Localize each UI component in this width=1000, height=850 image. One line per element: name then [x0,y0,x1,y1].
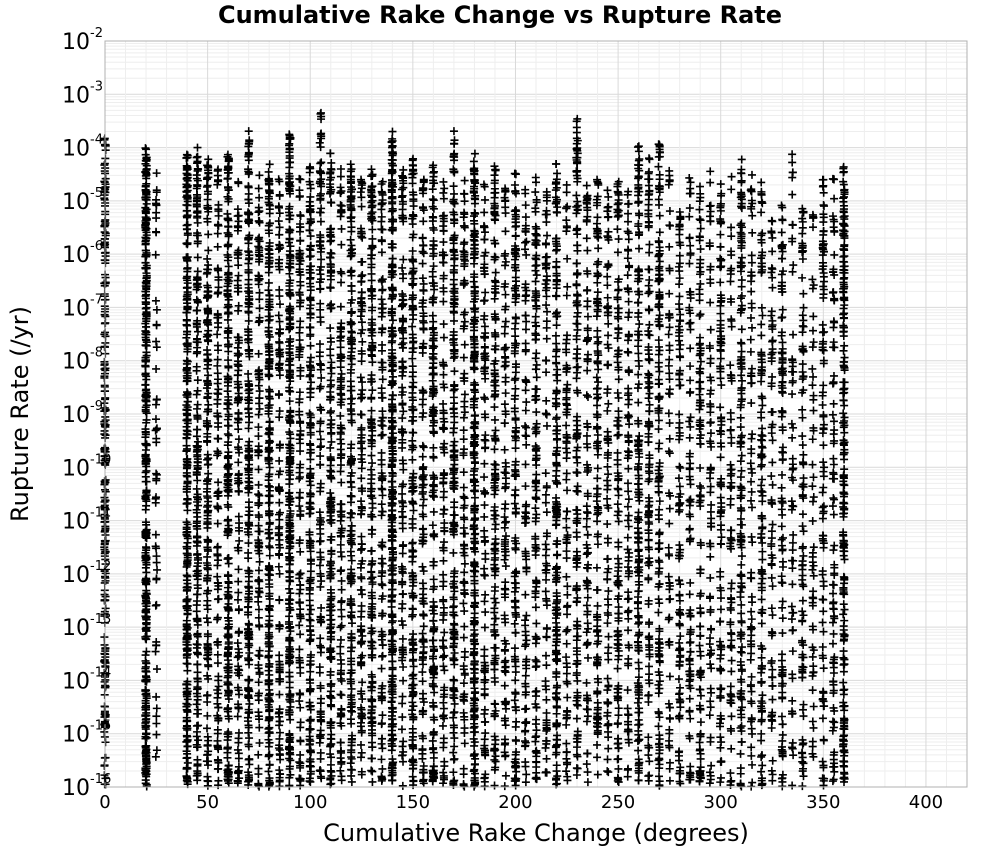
chart-title: Cumulative Rake Change vs Rupture Rate [217,1,783,29]
